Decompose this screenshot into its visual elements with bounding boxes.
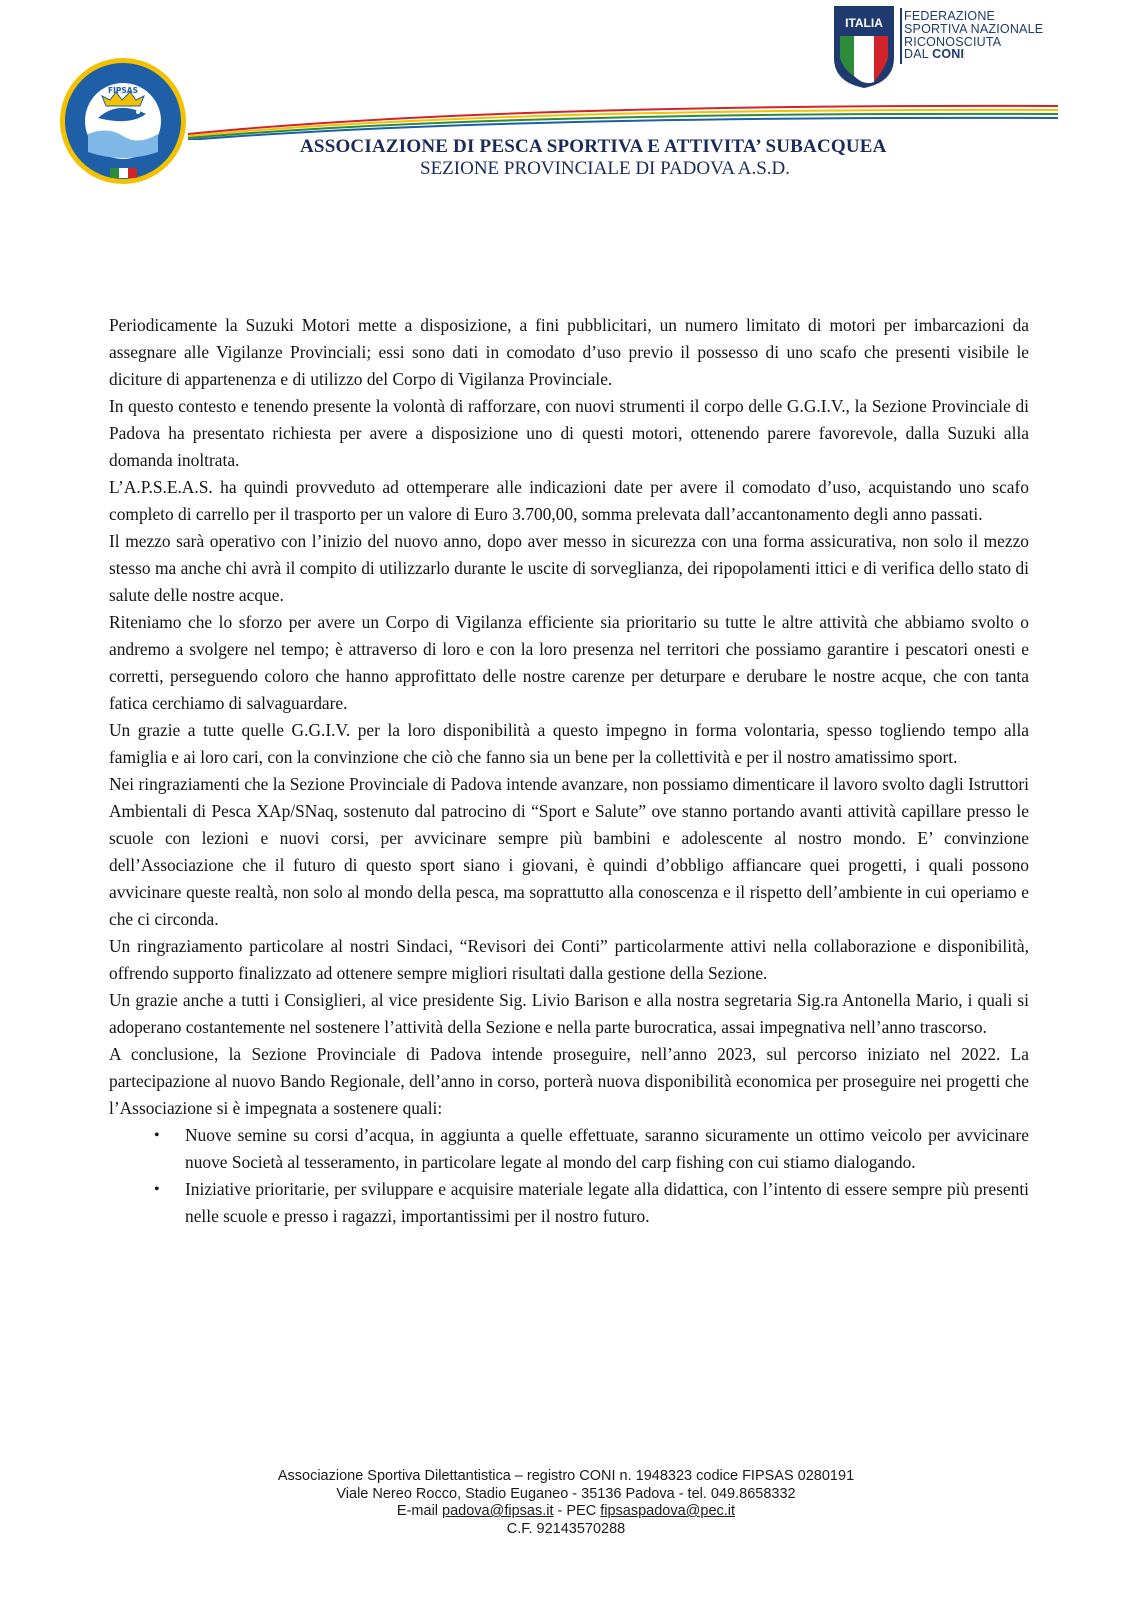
paragraph: A conclusione, la Sezione Provinciale di Padova intende proseguire, nell’anno 2023, sul percorso iniziato nel 2022. La partecipazione al nuovo Bando Regionale, dell’anno in corso, porterà nuova disponibilità economica per proseguire nei progetti che l’Associazione si è impegnata a sostenere quali: — [109, 1044, 1029, 1118]
footer-contacts — [0, 1503, 1132, 1521]
list-item — [109, 1176, 1029, 1230]
project-list — [109, 1122, 1029, 1230]
footer-registry: Associazione Sportiva Dilettantistica – registro CONI n. 1948323 codice FIPSAS 0280191 — [277, 1468, 855, 1484]
pec-link[interactable]: fipsaspadova@pec.it — [600, 1503, 736, 1519]
paragraph: In questo contesto e tenendo presente la volontà di rafforzare, con nuovi strumenti il corpo delle G.G.I.V., la Sezione Provinciale di Padova ha presentato richiesta per avere a disposizione uno di questi motori, ottenendo parere favorevole, dalla Suzuki alla domanda inoltrata. — [109, 396, 1029, 470]
paragraph: Un grazie a tutte quelle G.G.I.V. per la loro disponibilità a questo impegno in forma volontaria, spesso togliendo tempo alla famiglia e ai loro cari, con la convinzione che ciò che fanno sia un bene per la collettività e per il nostro amatissimo sport. — [109, 720, 1029, 767]
paragraph: Il mezzo sarà operativo con l’inizio del nuovo anno, dopo aver messo in sicurezza con una forma assicurativa, non solo il mezzo stesso ma anche chi avrà il compito di utilizzarlo durante le uscite di sorveglianza, dei ripopolamenti ittici e di verifica dello stato di salute delle nostre acque. — [109, 531, 1029, 605]
flag-red — [128, 168, 137, 178]
paragraph: Nei ringraziamenti che la Sezione Provinciale di Padova intende avanzare, non possiamo dimenticare il lavoro svolto dagli Istruttori Ambientali di Pesca XAp/SNaq, sostenuto dal patrocino di “Sport e Salute” ove stanno portando avanti attività capillare presso le scuole con lezioni e nuovi corsi, per avvicinare sempre più bambini e adolescente al nostro mondo. E’ convinzione dell’Associazione che il futuro di questo sport siano i giovani, è quindi d’obbligo affiancare quei progetti, i quali possono avvicinare queste realtà, non solo al mondo della pesca, ma soprattutto alla conoscenza e il rispetto dell’ambiente in cui operiamo e che ci circonda. — [109, 774, 1029, 929]
document-title: ASSOCIAZIONE DI PESCA SPORTIVA E ATTIVITA’ SUBACQUEA — [300, 136, 887, 157]
coni-badge-label: ITALIA — [845, 16, 883, 30]
bullet-icon: • — [154, 1127, 160, 1144]
coni-line-4-strong: CONI — [932, 47, 965, 62]
footer — [0, 1468, 1132, 1538]
coni-line-4-prefix: DAL — [904, 47, 929, 62]
paragraph: L’A.P.S.E.A.S. ha quindi provveduto ad ottemperare alle indicazioni date per avere il comodato d’uso, acquistando uno scafo completo di carrello per il trasporto per un valore di Euro 3.700,00, somma prelevata dall’accantonamento degli anno passati. — [109, 477, 1029, 524]
letter-body — [109, 312, 1029, 1230]
list-item — [109, 1122, 1029, 1176]
shield-white — [854, 36, 874, 83]
paragraph: Un grazie anche a tutti i Consiglieri, al vice presidente Sig. Livio Barison e alla nostra segretaria Sig.ra Antonella Mario, i quali si adoperano costantemente nel sostenere l’attività della Sezione e nella parte burocratica, assai impegnativa nell’anno trascorso. — [109, 990, 1029, 1037]
email-label: E-mail — [396, 1503, 439, 1519]
coni-line-1: FEDERAZIONE — [904, 9, 996, 23]
pec-label: - PEC — [557, 1503, 597, 1519]
email-link[interactable]: padova@fipsas.it — [442, 1503, 554, 1519]
document-subtitle: SEZIONE PROVINCIALE DI PADOVA A.S.D. — [420, 158, 791, 179]
paragraph: Riteniamo che lo sforzo per avere un Corpo di Vigilanza efficiente sia prioritario su tutte le altre attività che abbiamo svolto o andremo a svolgere nel tempo; è attraverso di loro e con la loro presenza nel territori che possiamo garantire i pescatori onesti e corretti, perseguendo coloro che hanno approfittato delle nostre carenze per deturpare e derubare le nostre acque, che con tanta fatica cerchiamo di salvaguardare. — [109, 612, 1029, 713]
coni-line-2: SPORTIVA NAZIONALE — [904, 21, 1044, 36]
flag-green — [110, 168, 119, 178]
coni-line-3: RICONOSCIUTA — [904, 34, 1002, 49]
bullet-icon: • — [154, 1181, 160, 1198]
list-item-text: Iniziative prioritarie, per sviluppare e acquisire materiale legate alla didattica, con l’intento di essere sempre più presenti nelle scuole e presso i ragazzi, importantissimi per il nostro futuro. — [185, 1179, 1029, 1226]
footer-address: Viale Nereo Rocco, Stadio Euganeo - 35136 Padova - tel. 049.8658332 — [336, 1485, 796, 1502]
seal-abbr: FIPSAS — [107, 86, 139, 95]
coni-line-4 — [904, 48, 1043, 61]
fipsas-logo — [58, 56, 188, 186]
paragraph: Un ringraziamento particolare al nostri Sindaci, “Revisori dei Conti” particolarmente attivi nella collaborazione e disponibilità, offrendo supporto finalizzato ad ottenere sempre migliori risultati dalla gestione della Sezione. — [109, 936, 1029, 983]
header-decorative-lines — [188, 100, 1058, 140]
fish-eye — [136, 110, 140, 114]
coni-recognition-text — [904, 10, 1043, 61]
flag-white — [119, 168, 128, 178]
coni-divider — [900, 8, 902, 64]
paragraph: Periodicamente la Suzuki Motori mette a disposizione, a fini pubblicitari, un numero limitato di motori per imbarcazioni da assegnare alle Vigilanze Provinciali; essi sono dati in comodato d’uso previo il possesso di uno scafo che presenti visibile le diciture di appartenenza e di utilizzo del Corpo di Vigilanza Provinciale. — [109, 315, 1029, 389]
footer-tax-code: C.F. 92143570288 — [506, 1520, 626, 1537]
list-item-text: Nuove semine su corsi d’acqua, in aggiunta a quelle effettuate, saranno sicuramente un ottimo veicolo per avvicinare nuove Società al tesseramento, in particolare legate al mondo del carp fishing con cui stiamo dialogando. — [185, 1125, 1029, 1172]
